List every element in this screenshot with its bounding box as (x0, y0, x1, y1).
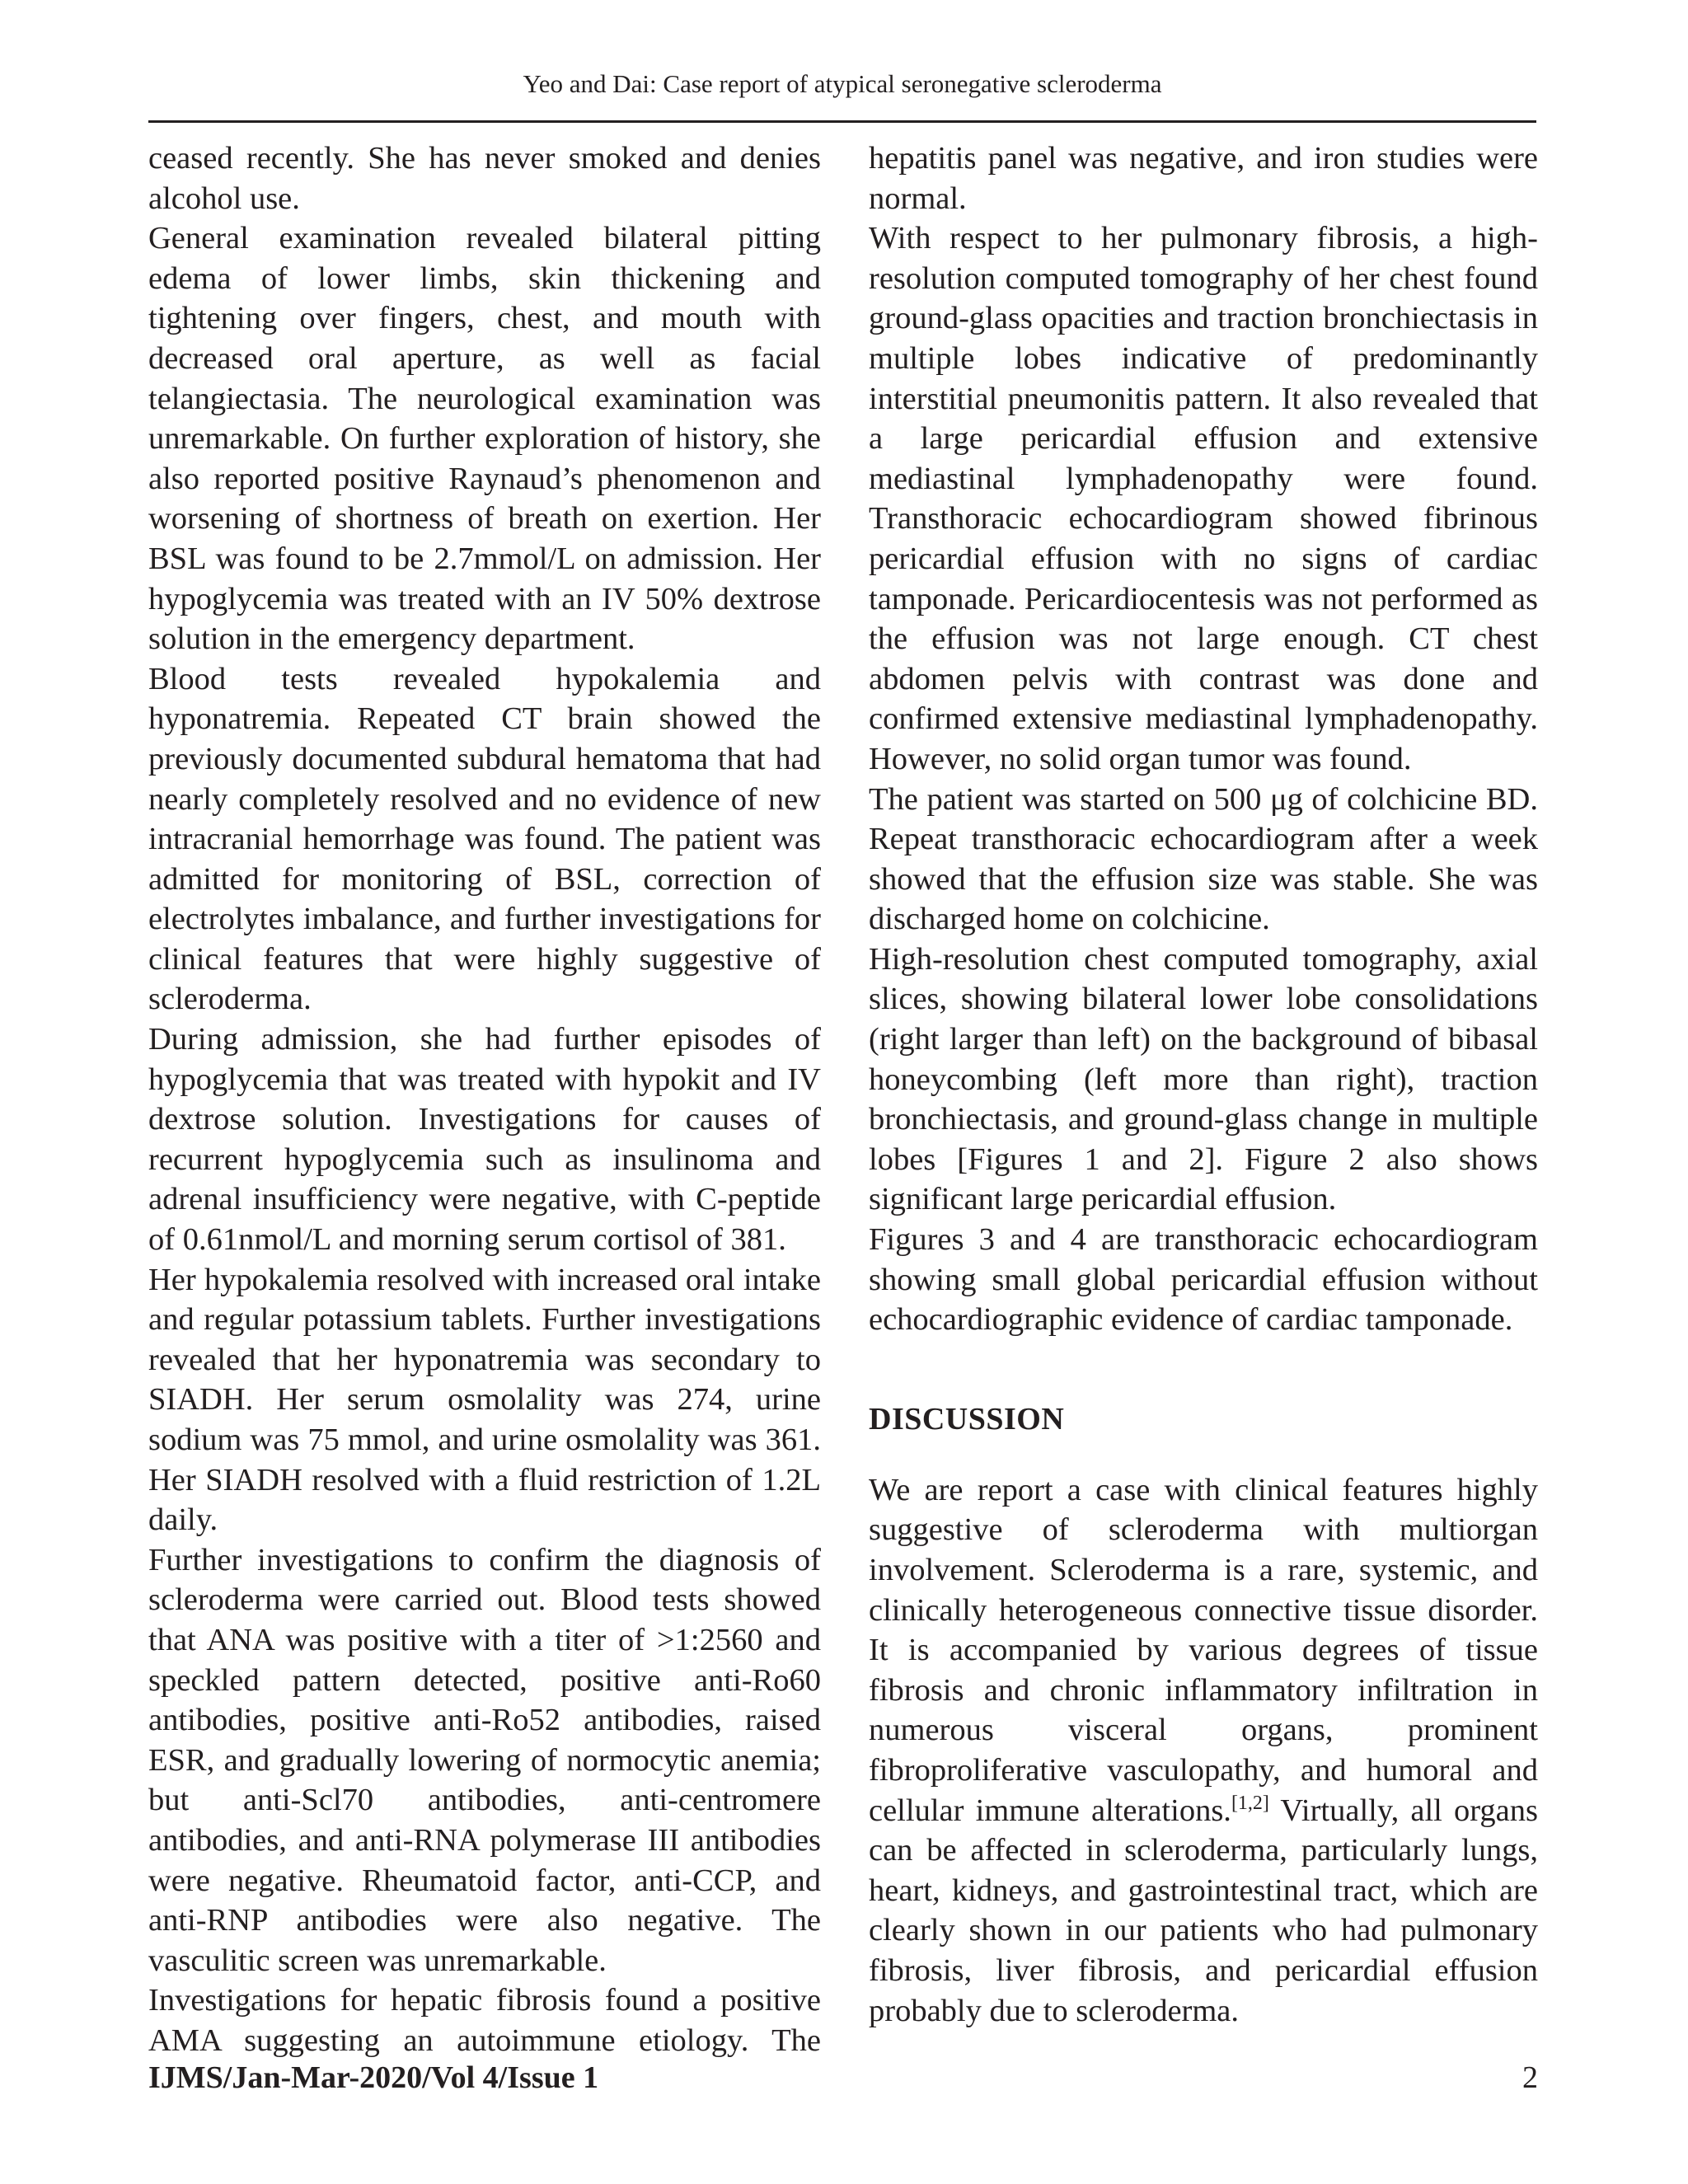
paragraph-figures-1-2: High-resolution chest computed tomography, axial slices, showing bilateral lower lobe consolidations (right larger than left) on the background of bibasal honeycombing (left more than right), traction bronchiectasis, and ground-glass change in multiple lobes [Figures 1 and 2]. Figure 2 also shows significant large pericardial effusion. (869, 941, 1538, 1217)
discussion-heading: DISCUSSION (869, 1401, 1065, 1436)
paragraph-hypokalemia-siadh: Her hypokalemia resolved with increased oral intake and regular potassium tablets. Further investigations revealed that her hyponatremia was secondary to SIADH. Her serum osmolality was 274, urine sodium was 75 mmol, and urine osmolality was 361. Her SIADH resolved with a fluid restriction of 1.2L daily. (148, 1262, 821, 1538)
paragraph-history-end: ceased recently. She has never smoked and denies alcohol use. (148, 141, 821, 216)
paragraph-blood-tests: Blood tests revealed hypokalemia and hyponatremia. Repeated CT brain showed the previously documented subdural hematoma that had nearly completely resolved and no evidence of new intracranial hemorrhage was found. The patient was admitted for monitoring of BSL, correction of electrolytes imbalance, and further investigations for clinical features that were highly suggestive of scleroderma. (148, 661, 821, 1017)
journal-footer: IJMS/Jan-Mar-2020/Vol 4/Issue 1 (148, 2060, 599, 2095)
paragraph-colchicine: The patient was started on 500 μg of colchicine BD. Repeat transthoracic echocardiogram after a week showed that the effusion size was stable. She was discharged home on colchicine. (869, 781, 1538, 937)
paragraph-general-examination: General examination revealed bilateral pitting edema of lower limbs, skin thickening and tightening over fingers, chest, and mouth with decreased oral aperture, as well as facial telangiectasia. The neurological examination was unremarkable. On further exploration of history, she also reported positive Raynaud’s phenomenon and worsening of shortness of breath on exertion. Her BSL was found to be 2.7mmol/L on admission. Her hypoglycemia was treated with an IV 50% dextrose solution in the emergency department. (148, 221, 821, 657)
page-number: 2 (1522, 2060, 1538, 2095)
paragraph-hepatitis-panel: hepatitis panel was negative, and iron studies were normal. (869, 141, 1538, 216)
paragraph-admission-hypoglycemia: During admission, she had further episodes of hypoglycemia that was treated with hypokit and IV dextrose solution. Investigations for causes of recurrent hypoglycemia such as insulinoma and adrenal insufficiency were negative, with C-peptide of 0.61nmol/L and morning serum cortisol of 381. (148, 1022, 821, 1258)
left-column (148, 138, 821, 2061)
paragraph-scleroderma-investigations: Further investigations to confirm the diagnosis of scleroderma were carried out. Blood tests showed that ANA was positive with a titer of >1:2560 and speckled pattern detected, positive anti-Ro60 antibodies, positive anti-Ro52 antibodies, raised ESR, and gradually lowering of normocytic anemia; but anti-Scl70 antibodies, anti-centromere antibodies, and anti-RNA polymerase III antibodies were negative. Rheumatoid factor, anti-CCP, and anti-RNP antibodies were also negative. The vasculitic screen was unremarkable. (148, 1542, 821, 1978)
paragraph-figures-3-4: Figures 3 and 4 are transthoracic echocardiogram showing small global pericardial effusion without echocardiographic evidence of cardiac tamponade. (869, 1222, 1538, 1338)
running-title: Yeo and Dai: Case report of atypical seronegative scleroderma (523, 69, 1162, 98)
citation-1-2: [1,2] (1231, 1792, 1269, 1814)
discussion-text-part-2: Virtually, all organs can be affected in scleroderma, particularly lungs, heart, kidneys, and gastrointestinal tract, which are clearly shown in our patients who had pulmonary fibrosis, liver fibrosis, and pericardial effusion probably due to scleroderma. (869, 1793, 1538, 2028)
right-column (869, 138, 1538, 2031)
paragraph-discussion (869, 1470, 1538, 2031)
header-rule (148, 120, 1536, 123)
paragraph-pulmonary-fibrosis: With respect to her pulmonary fibrosis, a high-resolution computed tomography of her chest found ground-glass opacities and traction bronchiectasis in multiple lobes indicative of predominantly interstitial pneumonitis pattern. It also revealed that a large pericardial effusion and extensive mediastinal lymphadenopathy were found. Transthoracic echocardiogram showed fibrinous pericardial effusion with no signs of cardiac tamponade. Pericardiocentesis was not performed as the effusion was not large enough. CT chest abdomen pelvis with contrast was done and confirmed extensive mediastinal lymphadenopathy. However, no solid organ tumor was found. (869, 221, 1538, 776)
paragraph-hepatic-fibrosis: Investigations for hepatic fibrosis found a positive AMA suggesting an autoimmune etiology. The (148, 1983, 821, 2058)
discussion-text-part-1: We are report a case with clinical features highly suggestive of scleroderma with multiorgan involvement. Scleroderma is a rare, systemic, and clinically heterogeneous connective tissue disorder. It is accompanied by various degrees of tissue fibrosis and chronic inflammatory infiltration in numerous visceral organs, prominent fibroproliferative vasculopathy, and humoral and cellular immune alterations. (869, 1472, 1538, 1828)
